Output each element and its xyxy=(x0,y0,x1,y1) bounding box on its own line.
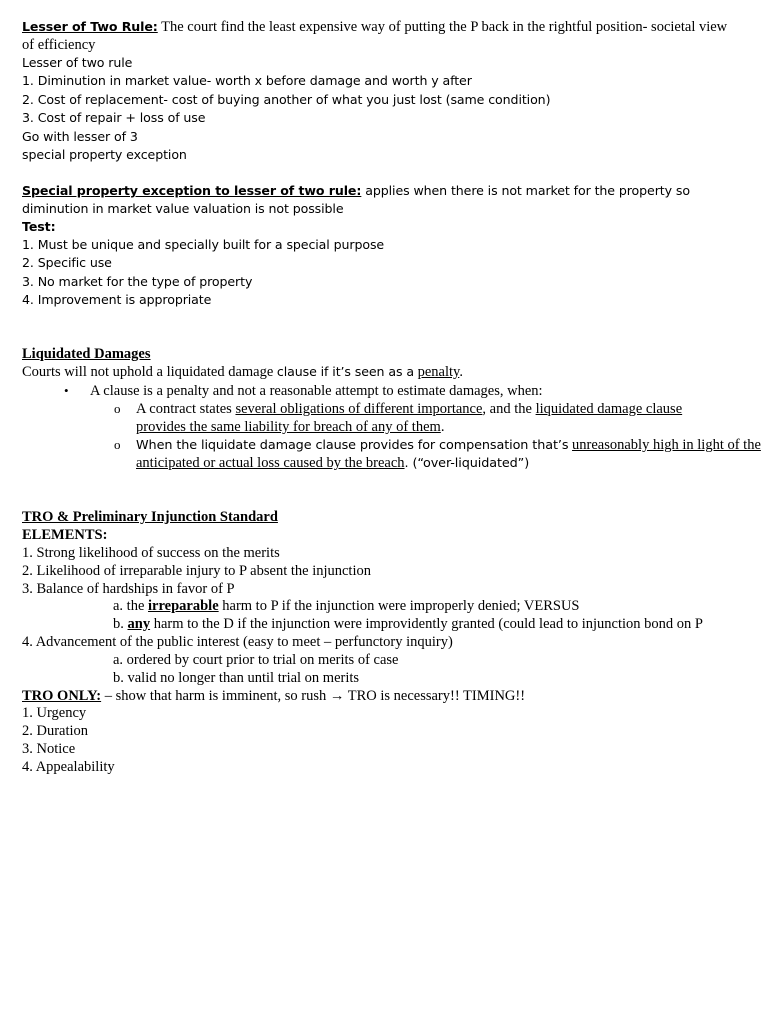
tro-heading: TRO & Preliminary Injunction Standard xyxy=(22,509,278,525)
tro-sub-4b: b. valid no longer than until trial on merits xyxy=(113,670,360,686)
special-item-2: 2. Specific use xyxy=(22,255,112,270)
tro-only-text: – show that harm is imminent, so rush → TRO is necessary!! TIMING!! xyxy=(104,688,526,704)
special-item-3: 3. No market for the type of property xyxy=(22,274,253,289)
liquidated-sub-2-cont xyxy=(136,454,529,473)
tro-sub-a-post: harm to P if the injunction were improperly denied; VERSUS xyxy=(222,598,580,614)
special-text: applies when there is not market for the property so xyxy=(365,183,690,198)
tro-only-line xyxy=(22,687,525,705)
liquidated-line xyxy=(22,363,463,381)
sub1-text-e: provides the same liability for breach of any of them xyxy=(136,419,441,435)
liquidated-sub-1 xyxy=(136,400,682,418)
sub2-text-a: When the liquidate damage clause provides for compensation that’s xyxy=(136,438,569,453)
liquidated-text-a: Courts will not uphold a liquidated damage xyxy=(22,364,274,380)
sub2-text-b: unreasonably high in light of the xyxy=(572,437,761,453)
liquidated-period: . xyxy=(459,364,463,380)
liquidated-heading: Liquidated Damages xyxy=(22,346,151,362)
lesser-intro-cont: of efficiency xyxy=(22,37,96,53)
sub1-text-a: A contract states xyxy=(136,401,232,417)
special-item-1: 1. Must be unique and specially built for a special purpose xyxy=(22,237,385,252)
lesser-item-3: 3. Cost of repair + loss of use xyxy=(22,110,206,125)
sub1-text-c: , and the xyxy=(482,401,532,417)
sub1-text-f: . xyxy=(440,419,445,435)
tro-sub-b xyxy=(113,615,703,633)
special-heading: Special property exception to lesser of two rule: xyxy=(22,183,362,198)
tro-sub-b-pre: b. xyxy=(113,616,124,632)
tro-elements-label: ELEMENTS: xyxy=(22,527,108,543)
tro-only-item-2: 2. Duration xyxy=(22,723,89,739)
sub-bullet-marker: o xyxy=(114,437,121,452)
tro-item-4: 4. Advancement of the public interest (easy to meet – perfunctory inquiry) xyxy=(22,634,453,650)
tro-item-3: 3. Balance of hardships in favor of P xyxy=(22,581,235,597)
lesser-line: Lesser of two rule xyxy=(22,55,133,70)
special-cont: diminution in market value valuation is not possible xyxy=(22,201,344,216)
tro-sub-b-bold: any xyxy=(127,616,151,632)
tro-item-2: 2. Likelihood of irreparable injury to P absent the injunction xyxy=(22,563,371,579)
special-item-4: 4. Improvement is appropriate xyxy=(22,292,212,307)
sub1-text-b: several obligations of different importance xyxy=(235,401,483,417)
special-test-label: Test: xyxy=(22,219,56,234)
liquidated-penalty: penalty xyxy=(417,364,460,380)
lesser-intro-text: The court find the least expensive way of putting the P back in the rightful position- societal view xyxy=(161,19,728,35)
sub-bullet-marker: o xyxy=(114,401,121,416)
tro-item-1: 1. Strong likelihood of success on the merits xyxy=(22,545,280,561)
tro-only-item-4: 4. Appealability xyxy=(22,759,115,775)
tro-sub-b-post: harm to the D if the injunction were improvidently granted (could lead to injunction bond on P xyxy=(153,616,703,632)
tro-sub-4a: a. ordered by court prior to trial on merits of case xyxy=(113,652,399,668)
liquidated-bullet: A clause is a penalty and not a reasonable attempt to estimate damages, when: xyxy=(90,383,543,399)
liquidated-sub-1-cont xyxy=(136,418,444,436)
tro-only-item-1: 1. Urgency xyxy=(22,705,87,721)
tro-only-item-3: 3. Notice xyxy=(22,741,76,757)
lesser-intro-line xyxy=(22,18,727,36)
lesser-exception-line: special property exception xyxy=(22,147,187,162)
sub1-text-d: liquidated damage clause xyxy=(535,401,683,417)
liquidated-sub-2 xyxy=(136,436,761,455)
tro-sub-a-bold: irreparable xyxy=(148,598,219,614)
sub2-text-d: . (“over-liquidated”) xyxy=(404,456,530,471)
lesser-item-2: 2. Cost of replacement- cost of buying another of what you just lost (same condition) xyxy=(22,92,551,107)
tro-only-label: TRO ONLY: xyxy=(22,688,102,704)
tro-sub-a-pre: a. the xyxy=(113,598,145,614)
sub2-text-c: anticipated or actual loss caused by the breach xyxy=(136,455,405,471)
lesser-heading: Lesser of Two Rule: xyxy=(22,19,158,34)
liquidated-text-b: clause if it’s seen as a xyxy=(276,364,414,379)
special-line xyxy=(22,182,690,200)
bullet-marker: • xyxy=(64,383,69,398)
lesser-item-1: 1. Diminution in market value- worth x before damage and worth y after xyxy=(22,73,472,88)
tro-sub-a xyxy=(113,597,579,615)
lesser-go-line: Go with lesser of 3 xyxy=(22,129,138,144)
